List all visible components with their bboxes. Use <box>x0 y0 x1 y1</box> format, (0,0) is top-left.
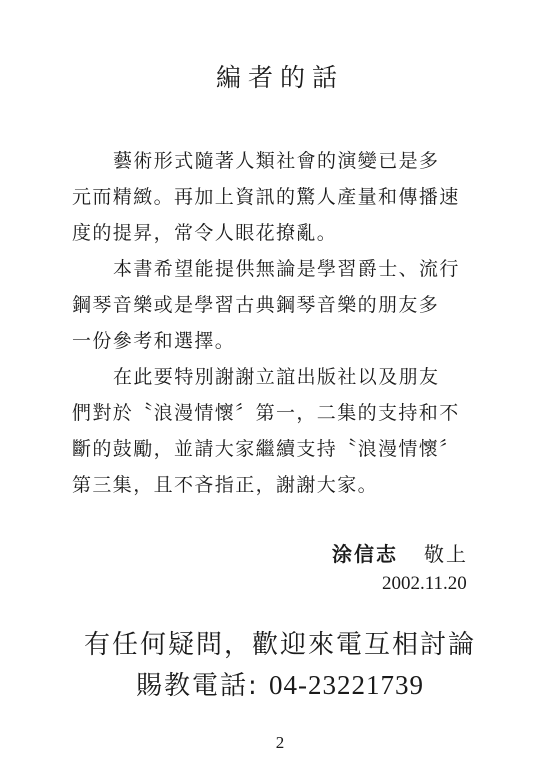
paragraph-line: 本書希望能提供無論是學習爵士、流行 <box>113 258 460 280</box>
page-number: 2 <box>275 733 285 752</box>
body-text <box>72 143 492 503</box>
phone-number: 04-23221739 <box>269 670 425 700</box>
paragraph-line: 第三集，且不吝指正，謝謝大家。 <box>72 474 379 496</box>
signature-date: 2002.11.20 <box>382 573 467 594</box>
paragraph-2 <box>72 251 492 359</box>
paragraph-line: 一份參考和選擇。 <box>72 330 236 352</box>
paragraph-line: 元而精緻。再加上資訊的驚人產量和傳播速 <box>72 186 460 208</box>
paragraph-line: 藝術形式隨著人類社會的演變已是多 <box>113 150 440 172</box>
paragraph-line: 度的提昇，常令人眼花撩亂。 <box>72 222 338 244</box>
contact-invitation: 有任何疑問，歡迎來電互相討論 <box>83 630 476 660</box>
paragraph-1 <box>72 143 492 251</box>
contact-block <box>0 625 560 705</box>
paragraph-line: 們對於〝浪漫情懷〞第一，二集的支持和不 <box>72 402 460 424</box>
paragraph-3 <box>72 359 492 503</box>
page-title: 編者的話 <box>215 63 344 92</box>
paragraph-line: 鋼琴音樂或是學習古典鋼琴音樂的朋友多 <box>72 294 440 316</box>
signature <box>332 538 468 567</box>
salutation: 敬上 <box>424 542 468 566</box>
phone-label: 賜教電話: <box>135 671 259 701</box>
author-name: 涂信志 <box>332 542 398 566</box>
contact-phone-line <box>0 665 560 705</box>
paragraph-line: 斷的鼓勵，並請大家繼續支持〝浪漫情懷〞 <box>72 438 460 460</box>
paragraph-line: 在此要特別謝謝立誼出版社以及朋友 <box>113 366 440 388</box>
